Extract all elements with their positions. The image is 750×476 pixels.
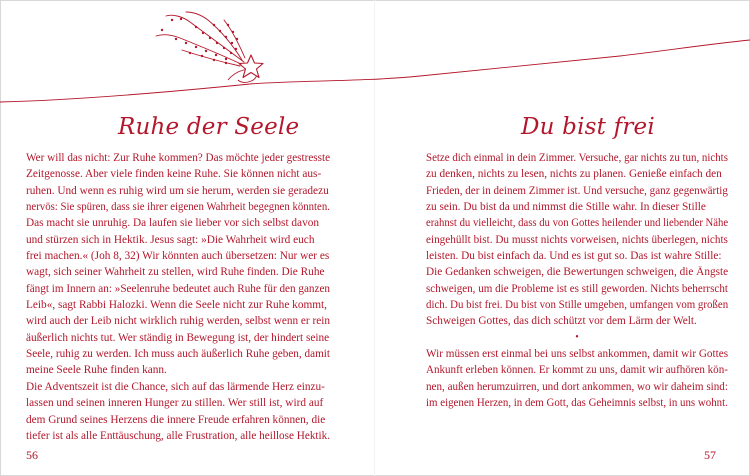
- text-line: dich. Du bist frei. Du bist von Stille umgeben, umfangen vom großen: [426, 299, 729, 312]
- right-heading: Du bist frei: [521, 114, 655, 140]
- left-body-text: [26, 150, 330, 444]
- section-separator: •: [575, 331, 579, 343]
- text-line: wagt, sich seiner Wahrheit zu stellen, wird Ruhe finden. Die Ruhe: [26, 266, 325, 279]
- text-line: Seele, ruhig zu werden. Ich muss auch äußerlich Ruhe geben, damit: [26, 348, 331, 361]
- text-line: Zeitgenosse. Aber viele finden keine Ruhe. Sie können nicht aus-: [26, 168, 322, 181]
- right-body-text: [426, 150, 728, 412]
- text-line: äußerlich nichts tut. Wer ständig in Bewegung ist, der hindert seine: [26, 331, 330, 344]
- text-line: meine Seele Ruhe finden kann.: [26, 364, 167, 377]
- text-line: Frieden, der in deinem Zimmer ist. Und versuche, ganz gegenwärtig: [426, 184, 728, 197]
- text-line: Schweigen Gottes, das dich schützt vor dem Lärm der Welt.: [426, 315, 697, 328]
- page-number-left: 56: [26, 448, 38, 462]
- text-line: Wer will das nicht: Zur Ruhe kommen? Das möchte jeder gestresste: [26, 152, 331, 164]
- text-line: schweigen, um die Probleme ist es still geworden. Nichts beherrscht: [426, 282, 728, 295]
- text-line: Die Gedanken schweigen, die Bewertungen schweigen, die Ängste: [426, 266, 729, 279]
- text-line: fängt im Innern an: »Seelenruhe bedeutet auch Ruhe für den ganzen: [26, 282, 331, 295]
- text-line: nervös: Sie spüren, dass sie ihrer eigenen Wahrheit begegnen könnten.: [26, 201, 330, 214]
- text-line: erahnst du vielleicht, dass du von Gottes heilender und liebender Nähe: [426, 217, 729, 230]
- left-heading: Ruhe der Seele: [118, 114, 300, 140]
- text-line: nen, außen herumzuirren, und dort ankommen, wo wir daheim sind:: [426, 380, 728, 393]
- text-line: Die Adventszeit ist die Chance, sich auf das lärmende Herz einzu-: [26, 380, 325, 393]
- text-line: Ankunft erleben können. Er kommt zu uns, damit wir aufhören kön-: [426, 364, 728, 377]
- text-line: Setze dich einmal in dein Zimmer. Versuche, gar nichts zu tun, nichts: [426, 152, 728, 164]
- text-line: wird auch der Leib nicht wirklich ruhig werden, selbst wenn er rein: [26, 315, 331, 328]
- text-line: eingehüllt bist. Du musst nichts vorweisen, nichts überlegen, nichts: [426, 233, 728, 246]
- text-line: Leib«, sagt Rabbi Halozki. Wenn die Seele nicht zur Ruhe kommt,: [26, 299, 328, 312]
- text-line: tiefer ist als alle Enttäuschung, alle Frustration, alle heillose Hektik.: [26, 429, 331, 442]
- text-line: zu sein. Du bist da und nimmst die Stille wahr. In dieser Stille: [426, 201, 706, 214]
- text-line: dem Grund seines Herzens die innere Freude erfahren können, die: [26, 413, 326, 426]
- page-number-right: 57: [704, 448, 716, 462]
- text-line: Wir müssen erst einmal bei uns selbst ankommen, damit wir Gottes: [426, 348, 729, 361]
- text-line: Das macht sie unruhig. Da laufen sie lieber vor sich selbst davon: [26, 217, 320, 230]
- text-line: zu denken, nichts zu lesen, nichts zu planen. Genieße einfach den: [426, 168, 722, 181]
- text-line: frei machen.« (Joh 8, 32) Wir könnten auch übersetzen: Nur wer es: [26, 250, 330, 263]
- text-line: im eigenen Herzen, in dem Gott, das Geheimnis selbst, in uns wohnt.: [426, 397, 728, 410]
- text-line: ruhen. Und wenn es ruhig wird um sie herum, werden sie geradezu: [26, 184, 329, 197]
- text-line: leisten. Du bist einfach da. Und es ist gut so. Das ist wahre Stille:: [426, 250, 722, 263]
- text-line: lassen und seinen inneren Hunger zu stillen. Wer still ist, wird auf: [26, 397, 324, 410]
- text-line: und stürzen sich in Hektik. Jesus sagt: »Die Wahrheit wird euch: [26, 233, 315, 246]
